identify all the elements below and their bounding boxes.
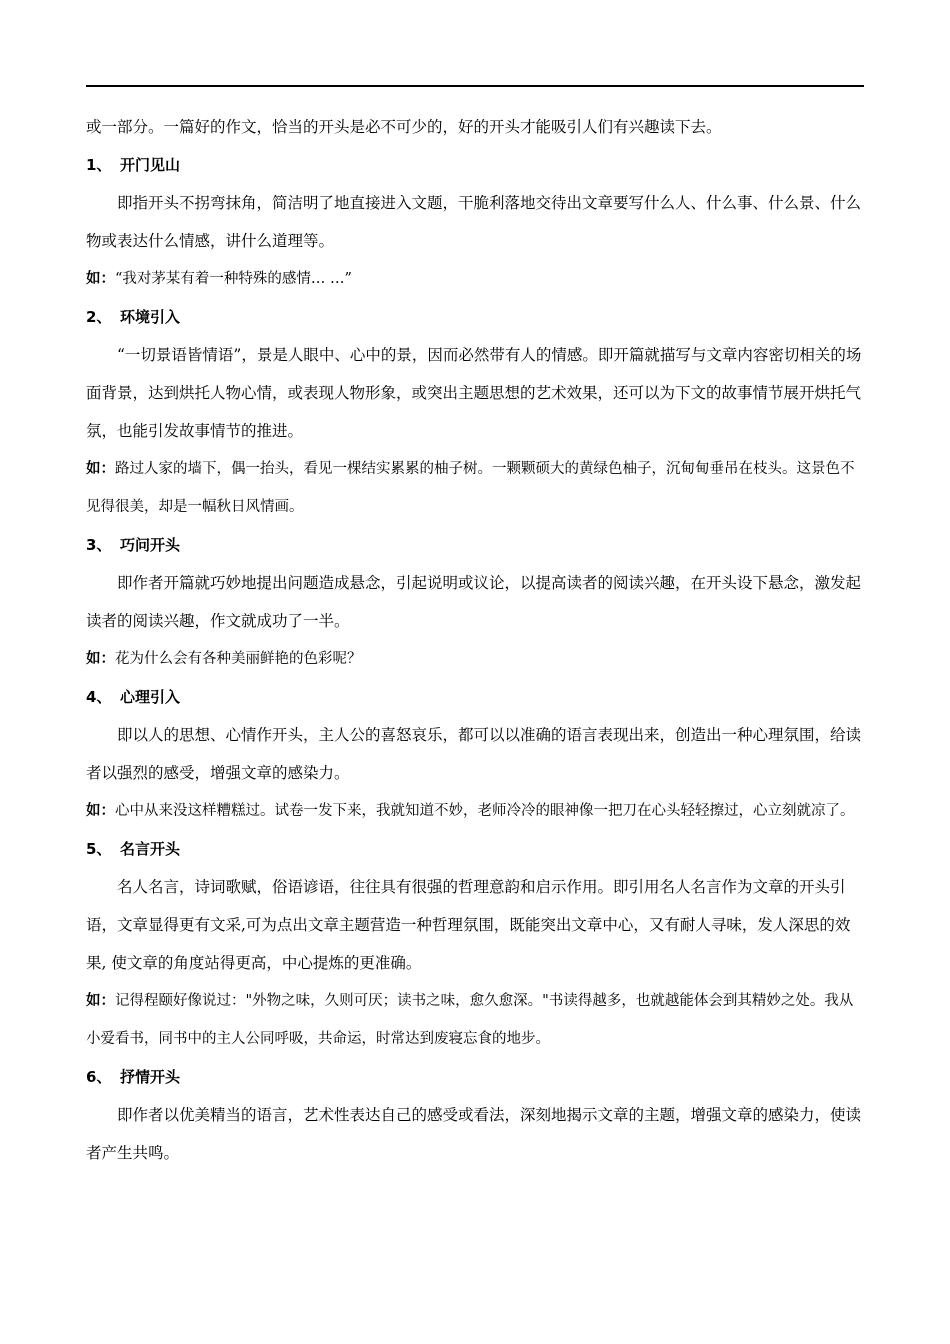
section-heading-2 bbox=[86, 298, 866, 336]
section-title-4: 心理引入 bbox=[120, 688, 181, 706]
section-heading-5 bbox=[86, 830, 866, 868]
section-title-2: 环境引入 bbox=[120, 308, 181, 326]
section-title-3: 巧问开头 bbox=[120, 536, 181, 554]
document-content bbox=[86, 108, 866, 1172]
section-number-5: 5、 bbox=[86, 840, 112, 858]
example-text-2: 路过人家的墙下，偶一抬头，看见一棵结实累累的柚子树。一颗颗硕大的黄绿色柚子，沉甸甸垂吊在枝头。这景色不见得很美，却是一幅秋日风情画。 bbox=[86, 461, 855, 515]
section-example-2 bbox=[86, 450, 866, 526]
section-heading-1 bbox=[86, 146, 866, 184]
section-number-2: 2、 bbox=[86, 308, 112, 326]
section-title-6: 抒情开头 bbox=[120, 1068, 181, 1086]
section-body-3: 即作者开篇就巧妙地提出问题造成悬念，引起说明或议论，以提高读者的阅读兴趣，在开头设下悬念，激发起读者的阅读兴趣，作文就成功了一半。 bbox=[86, 574, 862, 630]
section-number-4: 4、 bbox=[86, 688, 112, 706]
section-example-1 bbox=[86, 260, 866, 298]
section-example-4 bbox=[86, 792, 866, 830]
example-text-5: 记得程颐好像说过："外物之味，久则可厌；读书之味，愈久愈深。"书读得越多，也就越能体会到其精妙之处。我从小爱看书，同书中的主人公同呼吸，共命运，时常达到废寝忘食的地步。 bbox=[86, 993, 854, 1047]
section-body-1: 即指开头不拐弯抹角，简洁明了地直接进入文题，干脆利落地交待出文章要写什么人、什么事、什么景、什么物或表达什么情感，讲什么道理等。 bbox=[86, 194, 862, 250]
section-heading-6 bbox=[86, 1058, 866, 1096]
example-label-3: 如： bbox=[86, 651, 115, 667]
section-body-6: 即作者以优美精当的语言，艺术性表达自己的感受或看法，深刻地揭示文章的主题，增强文章的感染力，使读者产生共鸣。 bbox=[86, 1106, 862, 1162]
section-heading-4 bbox=[86, 678, 866, 716]
section-body-5: 名人名言，诗词歌赋，俗语谚语，往往具有很强的哲理意韵和启示作用。即引用名人名言作为文章的开头引语，文章显得更有文采,可为点出文章主题营造一种哲理氛围，既能突出文章中心，又有耐人寻味，发人深思的效果, 使文章的角度站得更高，中心提炼的更准确。 bbox=[86, 878, 851, 972]
section-body-4: 即以人的思想、心情作开头，主人公的喜怒哀乐，都可以以准确的语言表现出来，创造出一种心理氛围，给读者以强烈的感受，增强文章的感染力。 bbox=[86, 726, 862, 782]
example-label-5: 如： bbox=[86, 993, 115, 1009]
section-example-3 bbox=[86, 640, 866, 678]
example-label-4: 如： bbox=[86, 803, 115, 819]
example-label-1: 如： bbox=[86, 271, 115, 287]
example-label-2: 如： bbox=[86, 461, 115, 477]
section-number-1: 1、 bbox=[86, 156, 112, 174]
section-title-5: 名言开头 bbox=[120, 840, 181, 858]
section-number-6: 6、 bbox=[86, 1068, 112, 1086]
example-text-4: 心中从来没这样糟糕过。试卷一发下来，我就知道不妙，老师冷冷的眼神像一把刀在心头轻轻擦过，心立刻就凉了。 bbox=[115, 803, 855, 819]
section-example-5 bbox=[86, 982, 866, 1058]
header-rule bbox=[86, 85, 864, 87]
example-text-1: “我对茅某有着一种特殊的感情… …” bbox=[115, 271, 352, 287]
section-heading-3 bbox=[86, 526, 866, 564]
intro-paragraph: 或一部分。一篇好的作文，恰当的开头是必不可少的，好的开头才能吸引人们有兴趣读下去。 bbox=[86, 118, 722, 136]
section-number-3: 3、 bbox=[86, 536, 112, 554]
section-body-2: “一切景语皆情语”，景是人眼中、心中的景，因而必然带有人的情感。即开篇就描写与文章内容密切相关的场面背景，达到烘托人物心情，或表现人物形象，或突出主题思想的艺术效果，还可以为下文的故事情节展开烘托气氛，也能引发故事情节的推进。 bbox=[86, 346, 862, 440]
example-text-3: 花为什么会有各种美丽鲜艳的色彩呢？ bbox=[115, 651, 362, 667]
section-title-1: 开门见山 bbox=[120, 156, 181, 174]
